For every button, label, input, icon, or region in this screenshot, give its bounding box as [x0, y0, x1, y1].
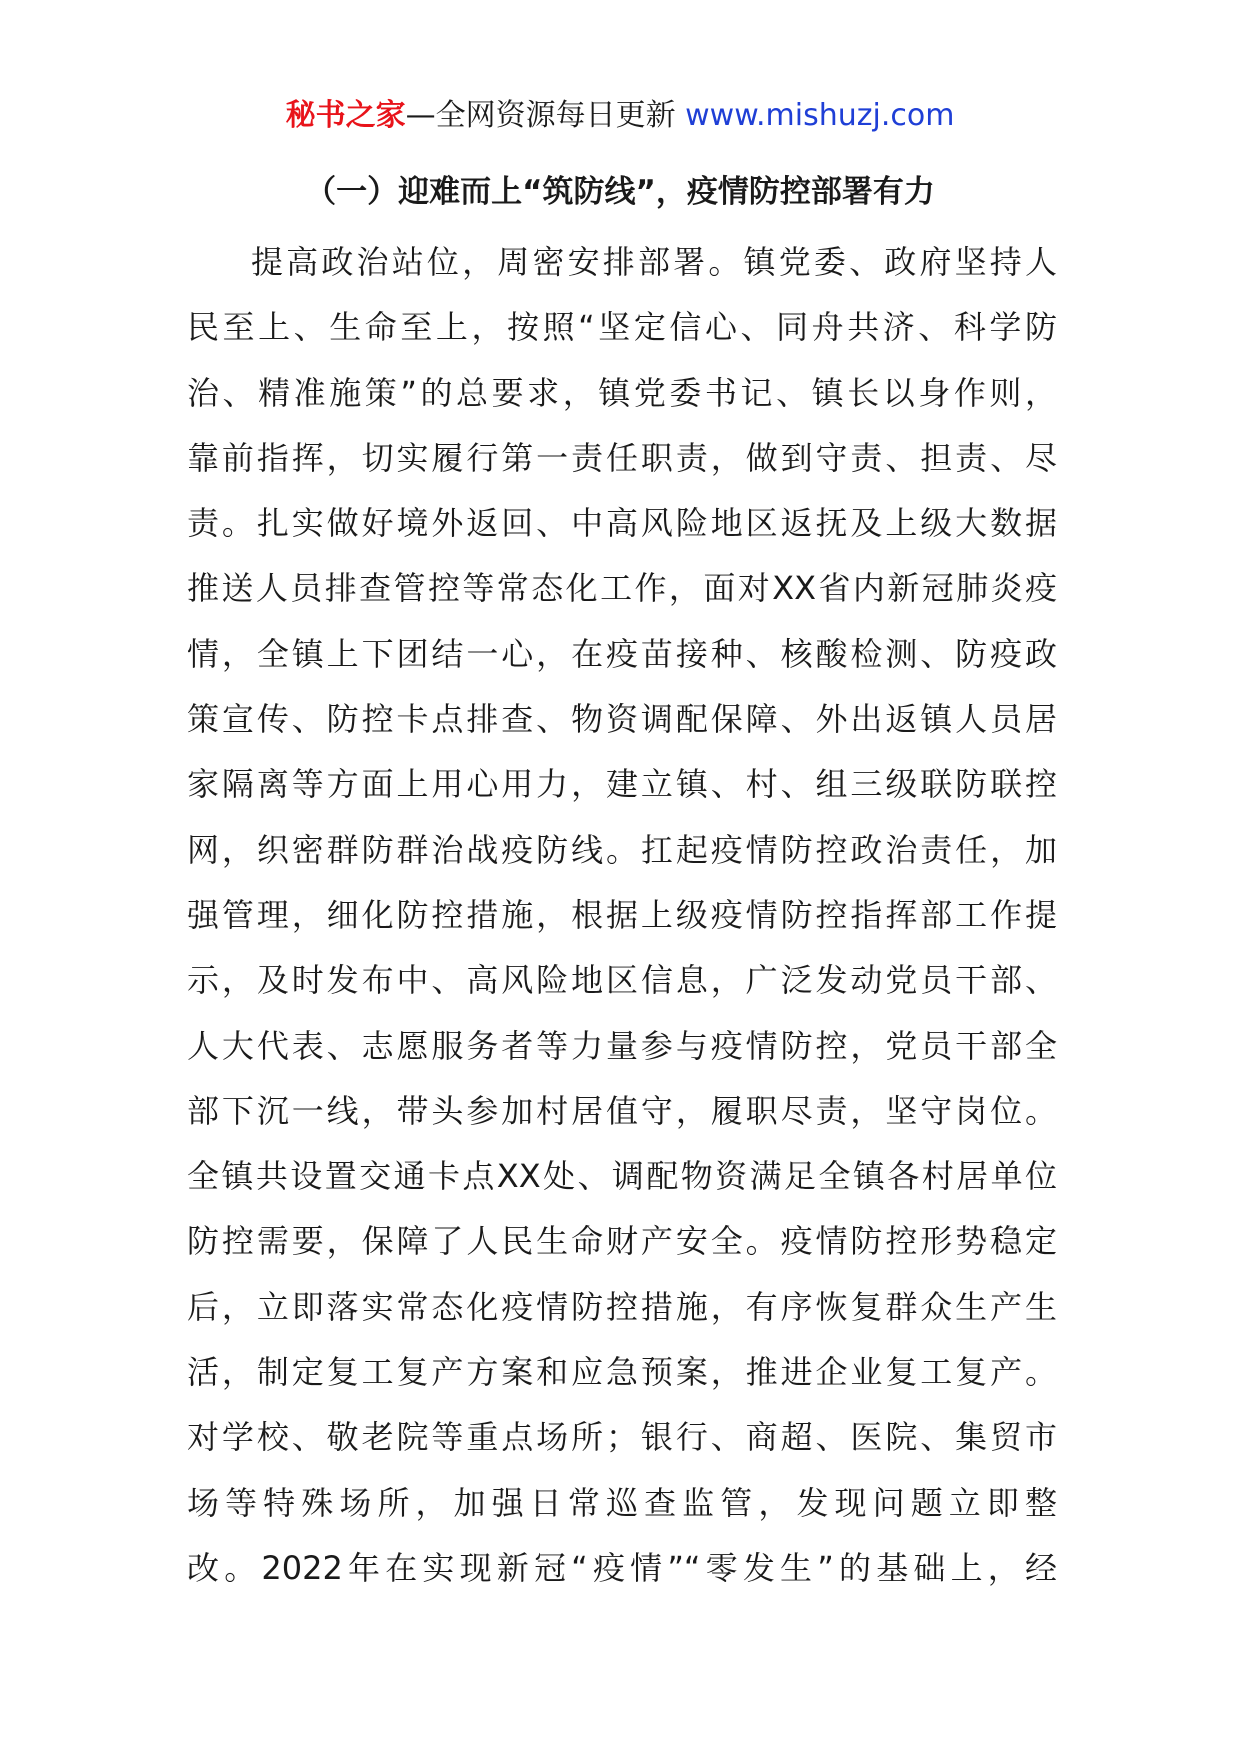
- paragraph-line: 部下沉一线，带头参加村居值守，履职尽责，坚守岗位。: [187, 1091, 1057, 1130]
- paragraph-line: 策宣传、防控卡点排查、物资调配保障、外出返镇人员居: [187, 700, 1057, 739]
- header-tagline: —全网资源每日更新: [405, 98, 686, 133]
- brand-name: 秘书之家: [285, 98, 406, 133]
- paragraph-line: 家隔离等方面上用心用力，建立镇、村、组三级联防联控: [187, 765, 1057, 804]
- paragraph-line: 情，全镇上下团结一心，在疫苗接种、核酸检测、防疫政: [187, 634, 1057, 673]
- paragraph-line: 提高政治站位，周密安排部署。镇党委、政府坚持人: [251, 243, 1057, 281]
- paragraph-line: 示，及时发布中、高风险地区信息，广泛发动党员干部、: [187, 961, 1057, 1000]
- paragraph-line: 全镇共设置交通卡点XX处、调配物资满足全镇各村居单位: [187, 1157, 1057, 1196]
- site-url[interactable]: www.mishuzj.com: [685, 98, 955, 133]
- paragraph-line: 网，织密群防群治战疫防线。扛起疫情防控政治责任，加: [187, 830, 1057, 869]
- paragraph-line: 防控需要，保障了人民生命财产安全。疫情防控形势稳定: [187, 1222, 1057, 1261]
- paragraph-line: 后，立即落实常态化疫情防控措施，有序恢复群众生产生: [187, 1287, 1057, 1326]
- body-paragraph: [187, 230, 1057, 1601]
- paragraph-line: 民至上、生命至上，按照“坚定信心、同舟共济、科学防: [187, 308, 1057, 347]
- paragraph-line: 责。扎实做好境外返回、中高风险地区返抚及上级大数据: [187, 504, 1057, 543]
- paragraph-line: 强管理，细化防控措施，根据上级疫情防控指挥部工作提: [187, 895, 1057, 934]
- document-header: [0, 96, 1240, 136]
- paragraph-line: 推送人员排查管控等常态化工作，面对XX省内新冠肺炎疫: [187, 569, 1057, 608]
- paragraph-line: 对学校、敬老院等重点场所；银行、商超、医院、集贸市: [187, 1418, 1057, 1457]
- section-heading: （一）迎难而上“筑防线”，疫情防控部署有力: [305, 174, 935, 210]
- paragraph-line: 靠前指挥，切实履行第一责任职责，做到守责、担责、尽: [187, 438, 1057, 477]
- paragraph-line: 场等特殊场所，加强日常巡查监管，发现问题立即整: [187, 1483, 1057, 1522]
- paragraph-line: 治、精准施策”的总要求，镇党委书记、镇长以身作则，: [187, 373, 1057, 412]
- paragraph-line: 人大代表、志愿服务者等力量参与疫情防控，党员干部全: [187, 1026, 1057, 1065]
- paragraph-line: 活，制定复工复产方案和应急预案，推进企业复工复产。: [187, 1353, 1057, 1392]
- paragraph-line: 改。2022年在实现新冠“疫情”“零发生”的基础上，经: [187, 1548, 1057, 1587]
